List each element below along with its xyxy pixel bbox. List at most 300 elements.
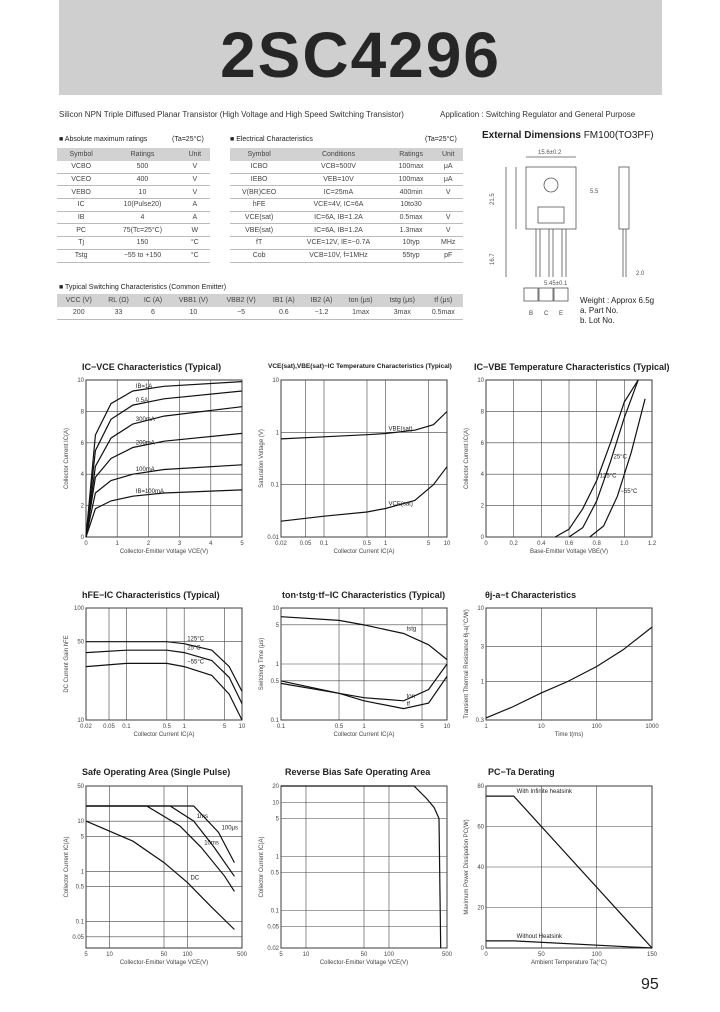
elec-title: ■ Electrical Characteristics bbox=[230, 136, 313, 143]
y-tick-label: 0.01 bbox=[267, 535, 279, 541]
elec-cell: ICBO bbox=[230, 161, 288, 173]
abs-max-row bbox=[57, 211, 210, 224]
y-tick-label: 10 bbox=[272, 800, 279, 807]
abs-max-cell: A bbox=[180, 199, 210, 212]
elec-cell: MHz bbox=[433, 237, 463, 250]
series-line bbox=[281, 786, 441, 948]
weight-text: Weight : Approx 6.5g bbox=[580, 296, 655, 305]
y-tick-label: 20 bbox=[272, 784, 279, 790]
x-tick-label: 500 bbox=[236, 952, 248, 958]
x-tick-label: 10 bbox=[302, 952, 310, 958]
elec-cell bbox=[433, 199, 463, 212]
abs-max-cell: Tstg bbox=[57, 249, 105, 262]
abs-max-row bbox=[57, 237, 210, 250]
pin-c: C bbox=[544, 311, 549, 317]
part-number-title: 2SC4296 bbox=[220, 19, 501, 91]
abs-max-cell: 10(Pulse20) bbox=[105, 199, 179, 212]
elec-row bbox=[230, 199, 463, 212]
abs-max-condition: (Ta=25°C) bbox=[172, 136, 204, 143]
series-label: Without Heatsink bbox=[516, 933, 563, 940]
elec-header-2: Ratings bbox=[389, 148, 434, 161]
abs-max-cell: 400 bbox=[105, 173, 179, 186]
x-tick-label: 50 bbox=[537, 952, 545, 958]
y-tick-label: 10 bbox=[77, 378, 84, 384]
y-tick-label: 1 bbox=[275, 430, 279, 437]
chart-ic-vce bbox=[60, 372, 250, 557]
x-tick-label: 50 bbox=[360, 952, 368, 958]
abs-max-cell: 75(Tc=25°C) bbox=[105, 224, 179, 237]
y-tick-label: 6 bbox=[80, 440, 84, 447]
elec-cell: 0.5max bbox=[389, 211, 434, 224]
x-tick-label: 100 bbox=[383, 952, 394, 958]
elec-cell: 1.3max bbox=[389, 224, 434, 237]
series-label: tstg bbox=[406, 626, 417, 633]
chart-soa bbox=[60, 778, 250, 968]
y-axis-label: Maximum Power Dissipation PC(W) bbox=[464, 819, 470, 915]
package-body bbox=[526, 167, 576, 229]
y-tick-label: 3 bbox=[480, 644, 484, 651]
x-axis-label: Base-Emitter Voltage VBE(V) bbox=[529, 549, 609, 555]
series-line bbox=[86, 490, 242, 537]
x-axis-label: Collector Current IC(A) bbox=[333, 549, 395, 555]
abs-max-cell: 150 bbox=[105, 237, 179, 250]
series-label: 200mA bbox=[135, 440, 155, 447]
x-tick-label: 0.4 bbox=[537, 541, 546, 547]
x-axis-label: Collector-Emitter Voltage VCE(V) bbox=[119, 549, 209, 555]
y-tick-label: 0.5 bbox=[270, 870, 279, 877]
chart-derate bbox=[460, 778, 660, 968]
series-label: 100μs bbox=[221, 825, 238, 832]
chart-title-derate: PC−Ta Derating bbox=[488, 767, 555, 777]
chart-rbsoa bbox=[255, 778, 455, 968]
y-axis-label: Collector Current IC(A) bbox=[64, 427, 70, 490]
series-line bbox=[86, 391, 242, 537]
x-tick-label: 5 bbox=[222, 724, 227, 730]
y-tick-label: 1 bbox=[80, 869, 84, 876]
y-tick-label: 10 bbox=[477, 378, 484, 384]
y-axis-label: Saturation Voltage (V) bbox=[259, 429, 265, 488]
series-line bbox=[86, 382, 242, 537]
abs-max-row bbox=[57, 173, 210, 186]
y-axis-label: Collector Current IC(A) bbox=[64, 836, 70, 898]
abs-max-cell: A bbox=[180, 211, 210, 224]
elec-row bbox=[230, 161, 463, 173]
x-tick-label: 1.0 bbox=[620, 541, 629, 547]
abs-max-row bbox=[57, 161, 210, 173]
series-line bbox=[86, 465, 242, 537]
abs-max-cell: V bbox=[180, 173, 210, 186]
lot-no-note: b. Lot No. bbox=[580, 316, 615, 325]
elec-cell: fT bbox=[230, 237, 288, 250]
y-tick-label: 5 bbox=[275, 622, 279, 629]
x-tick-label: 1 bbox=[182, 724, 186, 730]
elec-cell: VCE=12V, IE=−0.7A bbox=[288, 237, 388, 250]
elec-cell: μA bbox=[433, 161, 463, 173]
x-tick-label: 1.2 bbox=[647, 541, 657, 547]
x-tick-label: 5 bbox=[84, 952, 88, 958]
y-axis-label: Collector Current IC(A) bbox=[464, 427, 470, 490]
x-tick-label: 1 bbox=[362, 724, 366, 730]
switching-cell: 3max bbox=[381, 307, 424, 319]
svg-text:5.5: 5.5 bbox=[590, 189, 599, 195]
abs-max-row bbox=[57, 186, 210, 199]
y-tick-label: 0.1 bbox=[75, 919, 84, 926]
y-tick-label: 1 bbox=[480, 679, 484, 686]
series-label: IB=1A bbox=[135, 383, 153, 390]
pin-e: E bbox=[559, 311, 564, 317]
switching-header-3: VBB1 (V) bbox=[169, 294, 217, 307]
elec-row bbox=[230, 173, 463, 186]
svg-text:5.45±0.1: 5.45±0.1 bbox=[544, 281, 568, 287]
series-label: 100mA bbox=[135, 467, 155, 474]
elec-cell: 55typ bbox=[389, 249, 434, 262]
elec-row bbox=[230, 211, 463, 224]
y-tick-label: 0.05 bbox=[72, 934, 84, 941]
elec-row bbox=[230, 224, 463, 237]
elec-cell: V bbox=[433, 211, 463, 224]
abs-max-cell: V bbox=[180, 161, 210, 173]
series-label: 25°C bbox=[613, 454, 627, 461]
elec-cell: VCE(sat) bbox=[230, 211, 288, 224]
y-tick-label: 1 bbox=[275, 854, 279, 861]
y-tick-label: 0 bbox=[80, 535, 84, 541]
series-label: tf bbox=[406, 701, 410, 708]
y-tick-label: 10 bbox=[477, 606, 484, 612]
chart-title-soa: Safe Operating Area (Single Pulse) bbox=[82, 767, 231, 777]
series-line bbox=[486, 796, 652, 948]
x-tick-label: 10 bbox=[238, 724, 246, 730]
x-tick-label: 0.1 bbox=[276, 724, 286, 730]
x-axis-label: Time t(ms) bbox=[554, 732, 584, 738]
x-tick-label: 50 bbox=[160, 952, 168, 958]
svg-text:16.7: 16.7 bbox=[490, 253, 496, 265]
elec-cell: V(BR)CEO bbox=[230, 186, 288, 199]
elec-cell: 100max bbox=[389, 173, 434, 186]
dim-title: External Dimensions FM100(TO3PF) bbox=[482, 130, 654, 141]
y-tick-label: 0.02 bbox=[267, 946, 279, 952]
switching-cell: 10 bbox=[169, 307, 217, 319]
abs-max-table bbox=[57, 148, 210, 263]
x-tick-label: 10 bbox=[443, 541, 451, 547]
x-tick-label: 5 bbox=[420, 724, 424, 730]
dim-notes bbox=[580, 296, 654, 326]
abs-max-cell: 4 bbox=[105, 211, 179, 224]
series-label: 0.5A bbox=[135, 398, 149, 405]
elec-cell: 100max bbox=[389, 161, 434, 173]
y-tick-label: 5 bbox=[80, 834, 84, 841]
x-tick-label: 0.2 bbox=[509, 541, 518, 547]
switching-header-4: VBB2 (V) bbox=[217, 294, 265, 307]
elec-row bbox=[230, 237, 463, 250]
y-tick-label: 5 bbox=[275, 816, 279, 823]
x-tick-label: 100 bbox=[591, 724, 602, 730]
series-label: IB=100mA bbox=[135, 489, 164, 496]
x-tick-label: 0.5 bbox=[162, 724, 171, 730]
chart-title-sat: VCE(sat),VBE(sat)−IC Temperature Characteristics (Typical) bbox=[268, 363, 452, 370]
x-tick-label: 10 bbox=[443, 724, 451, 730]
abs-max-row bbox=[57, 249, 210, 262]
y-tick-label: 2 bbox=[80, 503, 84, 510]
chart-title-ic-vbe: IC−VBE Temperature Characteristics (Typical) bbox=[474, 362, 670, 372]
elec-cell: μA bbox=[433, 173, 463, 186]
elec-row bbox=[230, 186, 463, 199]
abs-max-header-2: Unit bbox=[180, 148, 210, 161]
elec-cell: V bbox=[433, 224, 463, 237]
device-description: Silicon NPN Triple Diffused Planar Transistor (High Voltage and High Speed Switching Transistor) bbox=[59, 110, 404, 119]
y-tick-label: 1 bbox=[275, 662, 279, 668]
x-tick-label: 1000 bbox=[645, 724, 659, 730]
y-tick-label: 0.3 bbox=[475, 718, 484, 724]
x-tick-label: 0.1 bbox=[122, 724, 131, 730]
x-tick-label: 0.5 bbox=[362, 541, 372, 547]
chart-sat bbox=[255, 372, 455, 557]
x-tick-label: 4 bbox=[209, 541, 213, 547]
switching-header-7: ton (μs) bbox=[340, 294, 381, 307]
plot-frame bbox=[281, 380, 447, 537]
series-label: 125°C bbox=[187, 636, 204, 643]
elec-condition: (Ta=25°C) bbox=[425, 136, 457, 143]
series-label: 10ms bbox=[204, 840, 219, 847]
application-text: Application : Switching Regulator and General Purpose bbox=[440, 110, 636, 119]
elec-cell: Cob bbox=[230, 249, 288, 262]
abs-max-cell: V bbox=[180, 186, 210, 199]
abs-max-cell: IC bbox=[57, 199, 105, 212]
plot-frame bbox=[486, 608, 652, 720]
switching-header-2: IC (A) bbox=[137, 294, 170, 307]
elec-table bbox=[230, 148, 463, 263]
chart-title-rbsoa: Reverse Bias Safe Operating Area bbox=[285, 767, 431, 777]
abs-max-title: ■ Absolute maximum ratings bbox=[59, 136, 148, 143]
elec-cell: IC=6A, IB=1.2A bbox=[288, 211, 388, 224]
elec-cell: VBE(sat) bbox=[230, 224, 288, 237]
chart-sw bbox=[255, 600, 455, 740]
series-label: −55°C bbox=[620, 489, 638, 496]
y-tick-label: 8 bbox=[480, 409, 484, 416]
series-line bbox=[281, 467, 447, 522]
elec-cell: 10to30 bbox=[389, 199, 434, 212]
abs-max-cell: VCBO bbox=[57, 161, 105, 173]
series-line bbox=[486, 627, 652, 718]
abs-max-cell: IB bbox=[57, 211, 105, 224]
series-line bbox=[86, 407, 242, 537]
x-tick-label: 10 bbox=[537, 724, 545, 730]
elec-cell: IC=6A, IB=1.2A bbox=[288, 224, 388, 237]
elec-cell: pF bbox=[433, 249, 463, 262]
elec-cell: IC=25mA bbox=[288, 186, 388, 199]
elec-header-1: Conditions bbox=[288, 148, 388, 161]
chart-title-ic-vce: IC−VCE Characteristics (Typical) bbox=[82, 362, 222, 372]
series-line bbox=[590, 399, 645, 537]
elec-header-0: Symbol bbox=[230, 148, 288, 161]
part-no-note: a. Part No. bbox=[580, 306, 619, 315]
x-tick-label: 1 bbox=[115, 541, 119, 547]
y-tick-label: 8 bbox=[80, 409, 84, 416]
elec-row bbox=[230, 249, 463, 262]
chart-title-hfe: hFE−IC Characteristics (Typical) bbox=[82, 590, 220, 600]
x-axis-label: Collector Current IC(A) bbox=[133, 732, 195, 738]
switching-title: ■ Typical Switching Characteristics (Common Emitter) bbox=[59, 284, 227, 291]
x-tick-label: 0.6 bbox=[564, 541, 574, 547]
chart-title-theta: θj-a−t Characteristics bbox=[485, 590, 577, 600]
y-axis-label: DC Current Gain hFE bbox=[64, 635, 70, 693]
elec-cell: hFE bbox=[230, 199, 288, 212]
y-tick-label: 40 bbox=[477, 865, 484, 871]
mounting-hole bbox=[544, 178, 558, 192]
y-tick-label: 0.5 bbox=[270, 678, 279, 685]
switching-row bbox=[57, 307, 463, 319]
abs-max-cell: VCEO bbox=[57, 173, 105, 186]
elec-cell: VCB=10V, f=1MHz bbox=[288, 249, 388, 262]
series-label: 300mA bbox=[135, 416, 155, 423]
x-tick-label: 100 bbox=[182, 952, 193, 958]
series-label: 25°C bbox=[187, 645, 201, 652]
switching-header-6: IB2 (A) bbox=[303, 294, 341, 307]
x-tick-label: 500 bbox=[441, 952, 453, 958]
elec-cell: VCB=500V bbox=[288, 161, 388, 173]
abs-max-cell: °C bbox=[180, 249, 210, 262]
series-label: VBE(sat) bbox=[388, 426, 413, 433]
svg-text:2.0: 2.0 bbox=[636, 271, 645, 277]
x-tick-label: 1 bbox=[484, 724, 488, 730]
elec-cell: VCE=4V, IC=6A bbox=[288, 199, 388, 212]
abs-max-header-1: Ratings bbox=[105, 148, 179, 161]
elec-cell: 400min bbox=[389, 186, 434, 199]
y-tick-label: 0.1 bbox=[270, 482, 279, 489]
x-tick-label: 0.02 bbox=[80, 724, 92, 730]
x-tick-label: 0.05 bbox=[103, 724, 115, 730]
switching-header-0: VCC (V) bbox=[57, 294, 101, 307]
y-axis-label: Transient Thermal Resistance θj-a(°C/W) bbox=[464, 609, 470, 719]
chart-ic-vbe bbox=[460, 372, 660, 557]
series-label: ton bbox=[406, 693, 415, 700]
y-tick-label: 60 bbox=[477, 824, 484, 831]
y-tick-label: 0 bbox=[480, 946, 484, 952]
x-tick-label: 1 bbox=[383, 541, 388, 547]
abs-max-cell: −55 to +150 bbox=[105, 249, 179, 262]
series-label: VCE(sat) bbox=[388, 501, 413, 508]
x-tick-label: 5 bbox=[426, 541, 431, 547]
x-tick-label: 0 bbox=[484, 952, 488, 958]
y-tick-label: 0.05 bbox=[267, 924, 279, 931]
abs-max-cell: PC bbox=[57, 224, 105, 237]
series-label: −55°C bbox=[187, 659, 205, 666]
x-tick-label: 0.8 bbox=[592, 541, 601, 547]
switching-table bbox=[57, 294, 463, 320]
y-tick-label: 50 bbox=[77, 784, 84, 790]
series-label: 1ms bbox=[196, 814, 209, 821]
chart-hfe bbox=[60, 600, 250, 740]
x-tick-label: 2 bbox=[146, 541, 151, 547]
abs-max-row bbox=[57, 199, 210, 212]
abs-max-cell: VEBO bbox=[57, 186, 105, 199]
x-tick-label: 10 bbox=[106, 952, 113, 958]
y-tick-label: 50 bbox=[77, 639, 84, 646]
switching-cell: 1max bbox=[340, 307, 381, 319]
x-axis-label: Ambient Temperature Ta(°C) bbox=[531, 960, 607, 966]
x-tick-label: 0.05 bbox=[299, 541, 312, 547]
abs-max-cell: °C bbox=[180, 237, 210, 250]
y-tick-label: 10 bbox=[272, 378, 279, 384]
y-tick-label: 0.5 bbox=[75, 884, 84, 891]
series-line bbox=[86, 433, 242, 537]
y-tick-label: 0.1 bbox=[270, 718, 279, 724]
x-tick-label: 0 bbox=[484, 541, 488, 547]
x-tick-label: 0 bbox=[84, 541, 88, 547]
chart-theta bbox=[460, 600, 660, 740]
switching-header-8: tstg (μs) bbox=[381, 294, 424, 307]
abs-max-cell: W bbox=[180, 224, 210, 237]
chart-title-sw: ton·tstg·tf−IC Characteristics (Typical) bbox=[282, 590, 446, 600]
title-band bbox=[59, 0, 662, 95]
elec-cell: V bbox=[433, 186, 463, 199]
x-tick-label: 0.5 bbox=[334, 724, 344, 730]
switching-cell: −1.2 bbox=[303, 307, 341, 319]
series-line bbox=[486, 941, 652, 948]
abs-max-header-0: Symbol bbox=[57, 148, 105, 161]
series-label: 125°C bbox=[599, 473, 617, 480]
switching-header-1: RL (Ω) bbox=[101, 294, 137, 307]
y-tick-label: 10 bbox=[77, 718, 84, 724]
series-line bbox=[281, 412, 447, 439]
y-tick-label: 6 bbox=[480, 440, 484, 447]
abs-max-cell: Tj bbox=[57, 237, 105, 250]
switching-cell: 33 bbox=[101, 307, 137, 319]
pin-b: B bbox=[529, 311, 534, 317]
y-axis-label: Switching Time (μs) bbox=[259, 637, 265, 691]
x-tick-label: 0.1 bbox=[319, 541, 329, 547]
switching-cell: 0.5max bbox=[424, 307, 463, 319]
y-tick-label: 10 bbox=[272, 606, 279, 612]
switching-cell: 6 bbox=[137, 307, 170, 319]
abs-max-cell: 500 bbox=[105, 161, 179, 173]
series-line bbox=[86, 821, 234, 929]
switching-header-9: tf (μs) bbox=[424, 294, 463, 307]
x-tick-label: 5 bbox=[279, 952, 283, 958]
x-axis-label: Collector Current IC(A) bbox=[333, 732, 395, 738]
elec-header-3: Unit bbox=[433, 148, 463, 161]
x-tick-label: 3 bbox=[177, 541, 182, 547]
switching-cell: 200 bbox=[57, 307, 101, 319]
elec-cell: IEBO bbox=[230, 173, 288, 186]
y-tick-label: 100 bbox=[73, 606, 84, 612]
x-tick-label: 150 bbox=[646, 952, 658, 958]
x-axis-label: Collector-Emitter Voltage VCE(V) bbox=[319, 960, 409, 966]
series-line bbox=[86, 806, 234, 891]
switching-header-5: IB1 (A) bbox=[265, 294, 303, 307]
y-axis-label: Collector Current IC(A) bbox=[259, 836, 265, 898]
series-label: DC bbox=[190, 875, 200, 882]
elec-cell: VEB=10V bbox=[288, 173, 388, 186]
series-line bbox=[86, 650, 242, 703]
dim-height-label: 21.5 bbox=[490, 193, 496, 205]
plot-frame bbox=[86, 380, 242, 537]
y-tick-label: 0 bbox=[480, 535, 484, 541]
series-label: With Infinite heatsink bbox=[516, 789, 573, 796]
switching-cell: 0.6 bbox=[265, 307, 303, 319]
x-axis-label: Collector-Emitter Voltage VCE(V) bbox=[119, 960, 209, 966]
x-tick-label: 100 bbox=[591, 952, 602, 958]
page-number: 95 bbox=[641, 976, 659, 993]
y-tick-label: 4 bbox=[480, 472, 484, 479]
y-tick-label: 0.1 bbox=[270, 908, 279, 915]
abs-max-row bbox=[57, 224, 210, 237]
dim-width-label: 15.6±0.2 bbox=[538, 150, 562, 156]
y-tick-label: 20 bbox=[477, 905, 484, 912]
y-tick-label: 4 bbox=[80, 472, 84, 479]
abs-max-cell: 10 bbox=[105, 186, 179, 199]
series-line bbox=[86, 663, 242, 720]
switching-cell: −5 bbox=[217, 307, 265, 319]
